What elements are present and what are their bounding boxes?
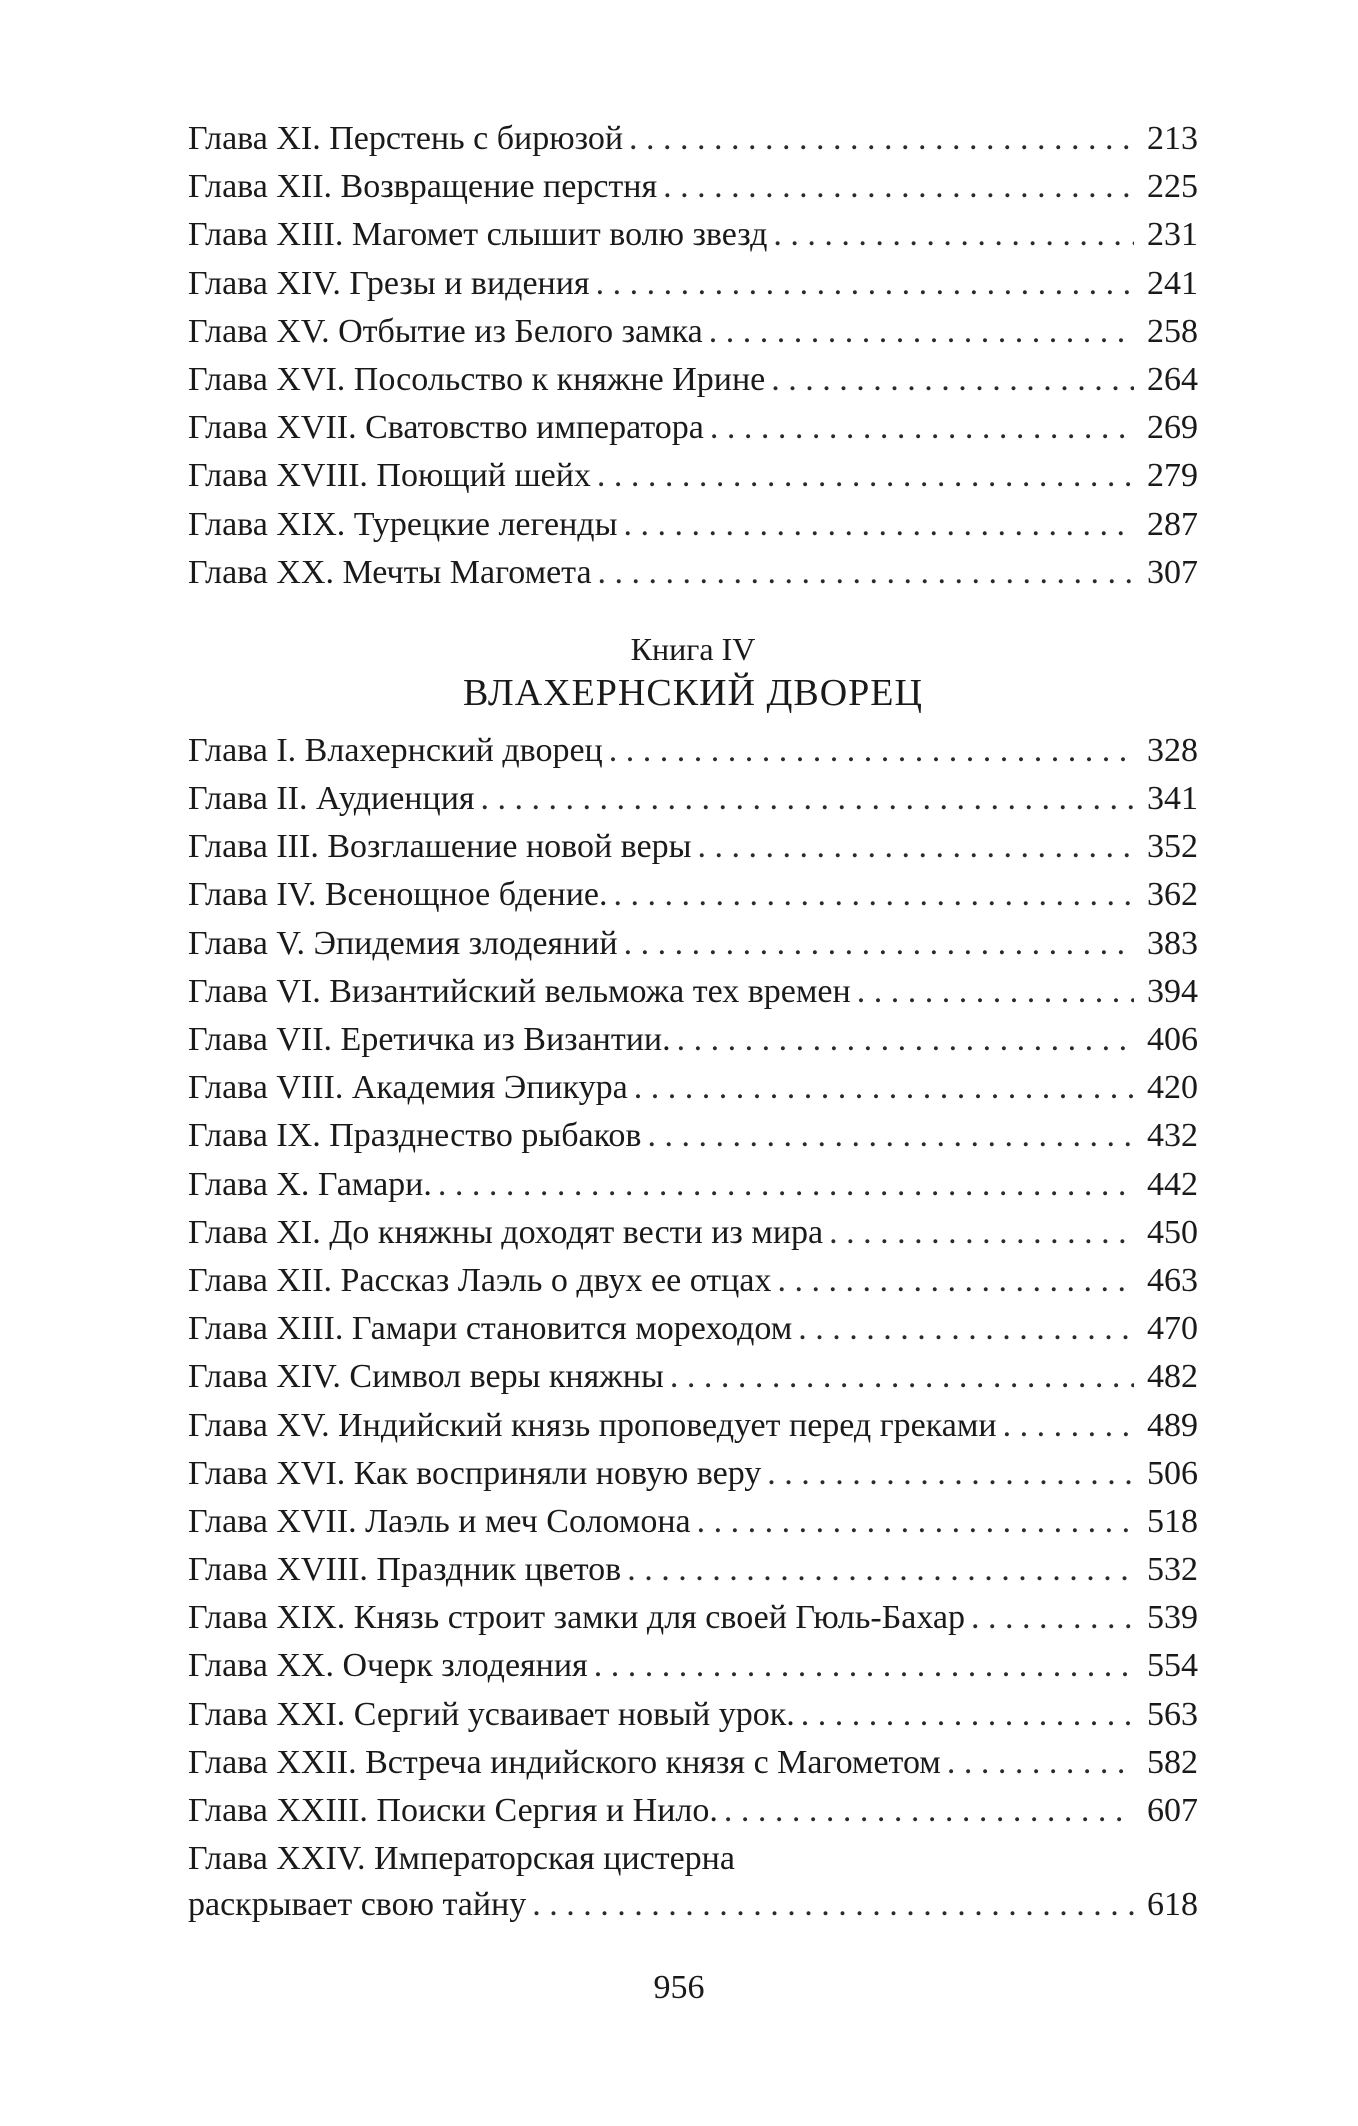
toc-leader-dots [598, 549, 1134, 597]
toc-entry [188, 1642, 1198, 1690]
toc-entry [188, 356, 1198, 404]
toc-entry-title: Глава IV. Всенощное бдение. [188, 876, 608, 914]
toc-entry-title: Глава VIII. Академия Эпикура [188, 1069, 628, 1107]
toc-entry [188, 501, 1198, 549]
toc-entry-page: 506 [1147, 1454, 1198, 1492]
toc-entry-title: Глава XVIII. Поющий шейх [188, 457, 591, 495]
toc-leader-dots [709, 308, 1134, 356]
toc-entry-page: 539 [1147, 1599, 1198, 1637]
toc-list-book4 [188, 727, 1198, 1835]
toc-entry [188, 1257, 1198, 1305]
toc-entry-title: Глава VI. Византийский вельможа тех времен [188, 972, 851, 1010]
toc-leader-dots [624, 920, 1134, 968]
toc-leader-dots [438, 1161, 1134, 1209]
toc-entry [188, 549, 1198, 597]
toc-entry-page: 362 [1147, 876, 1198, 914]
toc-leader-dots [1003, 1402, 1134, 1450]
book-header [188, 629, 1198, 717]
toc-entry-page: 432 [1147, 1117, 1198, 1155]
toc-entry-title: Глава XVI. Посольство к княжне Ирине [188, 360, 766, 398]
toc-entry-title: Глава I. Влахернский дворец [188, 731, 603, 769]
toc-entry [188, 1691, 1198, 1739]
toc-leader-dots [663, 163, 1134, 211]
toc-entry-page: 442 [1147, 1165, 1198, 1203]
toc-entry [188, 308, 1198, 356]
toc-entry [188, 260, 1198, 308]
toc-entry-multiline [188, 1835, 1198, 1929]
toc-entry [188, 1739, 1198, 1787]
toc-entry [188, 1112, 1198, 1160]
toc-entry-page: 258 [1147, 312, 1198, 350]
toc-entry-line2 [188, 1881, 1198, 1929]
toc-leader-dots [629, 115, 1134, 163]
book-title: ВЛАХЕРНСКИЙ ДВОРЕЦ [463, 671, 923, 714]
toc-entry-page: 213 [1147, 120, 1198, 157]
toc-entry-page: 582 [1147, 1743, 1198, 1781]
toc-entry [188, 871, 1198, 919]
toc-entry [188, 1546, 1198, 1594]
toc-entry-page: 264 [1147, 360, 1198, 398]
toc-entry-title: Глава X. Гамари. [188, 1165, 432, 1203]
toc-leader-dots [677, 1016, 1134, 1064]
toc-entry-page: 394 [1147, 972, 1198, 1010]
toc-leader-dots [609, 727, 1134, 775]
toc-entry [188, 1353, 1198, 1401]
toc-entry-title: Глава XVII. Сватовство императора [188, 409, 704, 447]
toc-entry-page: 420 [1147, 1069, 1198, 1107]
toc-entry-title: Глава XI. Перстень с бирюзой [188, 120, 624, 157]
toc-entry-page: 287 [1147, 505, 1198, 543]
toc-entry-title: Глава XVIII. Праздник цветов [188, 1551, 622, 1589]
toc-entry [188, 1498, 1198, 1546]
toc-leader-dots [647, 1112, 1134, 1160]
toc-entry [188, 775, 1198, 823]
toc-entry-title: Глава III. Возглашение новой веры [188, 828, 692, 866]
toc-entry [188, 1016, 1198, 1064]
toc-entry-page: 554 [1147, 1647, 1198, 1685]
toc-leader-dots [829, 1209, 1134, 1257]
toc-entry [188, 452, 1198, 500]
toc-entry-title: Глава XVI. Как восприняли новую веру [188, 1454, 762, 1492]
toc-entry-title: Глава XIV. Символ веры княжны [188, 1358, 664, 1396]
toc-entry [188, 727, 1198, 775]
toc-entry-title: Глава XX. Очерк злодеяния [188, 1647, 588, 1685]
toc-leader-dots [481, 775, 1134, 823]
toc-entry [188, 1305, 1198, 1353]
toc-entry-title: Глава XX. Мечты Магомета [188, 553, 592, 591]
toc-entry-title: Глава XXII. Встреча индийского князя с Магометом [188, 1743, 941, 1781]
toc-entry [188, 920, 1198, 968]
toc-entry-title: Глава XIII. Гамари становится мореходом [188, 1310, 793, 1348]
toc-leader-dots [801, 1691, 1134, 1739]
toc-leader-dots [670, 1353, 1134, 1401]
toc-leader-dots [773, 211, 1134, 259]
toc-entry-page: 225 [1147, 168, 1198, 206]
toc-leader-dots [767, 1450, 1134, 1498]
toc-leader-dots [697, 1498, 1134, 1546]
toc-entry-title: Глава XIX. Турецкие легенды [188, 505, 618, 543]
toc-entry-title: Глава VII. Еретичка из Византии. [188, 1021, 671, 1058]
toc-entry-title-line1: Глава XXIV. Императорская цистерна [188, 1840, 735, 1878]
toc-leader-dots [857, 968, 1134, 1016]
toc-entry [188, 1787, 1198, 1835]
toc-entry-page: 482 [1147, 1358, 1198, 1396]
toc-entry-page: 383 [1147, 924, 1198, 962]
toc-entry [188, 1450, 1198, 1498]
toc-entry-title-line2: раскрывает свою тайну [188, 1886, 527, 1924]
toc-leader-dots [614, 871, 1134, 919]
toc-entry-page: 470 [1147, 1310, 1198, 1348]
toc-entry [188, 115, 1198, 163]
toc-entry-title: Глава V. Эпидемия злодеяний [188, 924, 618, 962]
toc-entry-page: 463 [1147, 1261, 1198, 1299]
toc-entry-page: 607 [1147, 1792, 1198, 1829]
toc-entry-title: Глава XXI. Сергий усваивает новый урок. [188, 1695, 795, 1733]
toc-leader-dots [771, 356, 1134, 404]
toc-entry-title: Глава XIII. Магомет слышит волю звезд [188, 216, 768, 254]
toc-leader-dots [724, 1787, 1134, 1835]
toc-leader-dots [596, 260, 1134, 308]
toc-entry-page: 231 [1147, 216, 1198, 254]
toc-leader-dots [623, 501, 1134, 549]
toc-entry-title: Глава XIX. Князь строит замки для своей Гюль-Бахар [188, 1599, 965, 1637]
toc-entry-page: 450 [1147, 1213, 1198, 1251]
toc-leader-dots [597, 452, 1134, 500]
toc-leader-dots [971, 1594, 1134, 1642]
toc-entry [188, 968, 1198, 1016]
toc-entry-page: 563 [1147, 1695, 1198, 1733]
toc-entry-title: Глава XV. Отбытие из Белого замка [188, 312, 703, 350]
toc-entry-title: Глава II. Аудиенция [188, 780, 475, 818]
toc-entry-page: 328 [1147, 731, 1198, 769]
toc-entry-title: Глава XXIII. Поиски Сергия и Нило. [188, 1792, 718, 1829]
toc-leader-dots [594, 1642, 1134, 1690]
toc-entry-title: Глава XI. До княжны доходят вести из мира [188, 1213, 824, 1251]
toc-entry-title: Глава XII. Рассказ Лаэль о двух ее отцах [188, 1261, 772, 1299]
toc-entry-page: 241 [1147, 264, 1198, 302]
toc-entry [188, 1594, 1198, 1642]
toc-entry-title: Глава XV. Индийский князь проповедует перед греками [188, 1406, 997, 1444]
toc-leader-dots [532, 1881, 1134, 1929]
toc-entry-page: 341 [1147, 780, 1198, 818]
toc-leader-dots [627, 1546, 1134, 1594]
toc-entry-title: Глава XII. Возвращение перстня [188, 168, 658, 206]
toc-entry [188, 404, 1198, 452]
toc-entry [188, 211, 1198, 259]
toc-leader-dots [634, 1064, 1134, 1112]
toc-list-part1 [188, 115, 1198, 597]
page-number: 956 [653, 1969, 705, 2006]
toc-leader-dots [697, 823, 1134, 871]
toc-entry [188, 1402, 1198, 1450]
toc-entry-page: 279 [1147, 457, 1198, 495]
toc-entry [188, 823, 1198, 871]
toc-leader-dots [777, 1257, 1134, 1305]
toc-entry-title: Глава XVII. Лаэль и меч Соломона [188, 1502, 691, 1540]
toc-entry-page: 489 [1147, 1406, 1198, 1444]
toc-entry [188, 1209, 1198, 1257]
toc-entry-page: 618 [1147, 1886, 1198, 1924]
book-label: Книга IV [630, 630, 756, 667]
toc-page [188, 115, 1198, 1929]
toc-entry-title: Глава IX. Празднество рыбаков [188, 1117, 642, 1155]
toc-entry [188, 1161, 1198, 1209]
toc-leader-dots [798, 1305, 1134, 1353]
toc-entry-page: 352 [1147, 828, 1198, 866]
toc-entry [188, 163, 1198, 211]
toc-entry-page: 406 [1147, 1021, 1198, 1058]
toc-entry-title: Глава XIV. Грезы и видения [188, 264, 590, 302]
toc-leader-dots [947, 1739, 1134, 1787]
toc-leader-dots [710, 404, 1134, 452]
toc-entry-page: 269 [1147, 409, 1198, 447]
toc-entry-page: 532 [1147, 1551, 1198, 1589]
toc-entry-page: 518 [1147, 1502, 1198, 1540]
toc-entry [188, 1064, 1198, 1112]
toc-entry-page: 307 [1147, 553, 1198, 591]
